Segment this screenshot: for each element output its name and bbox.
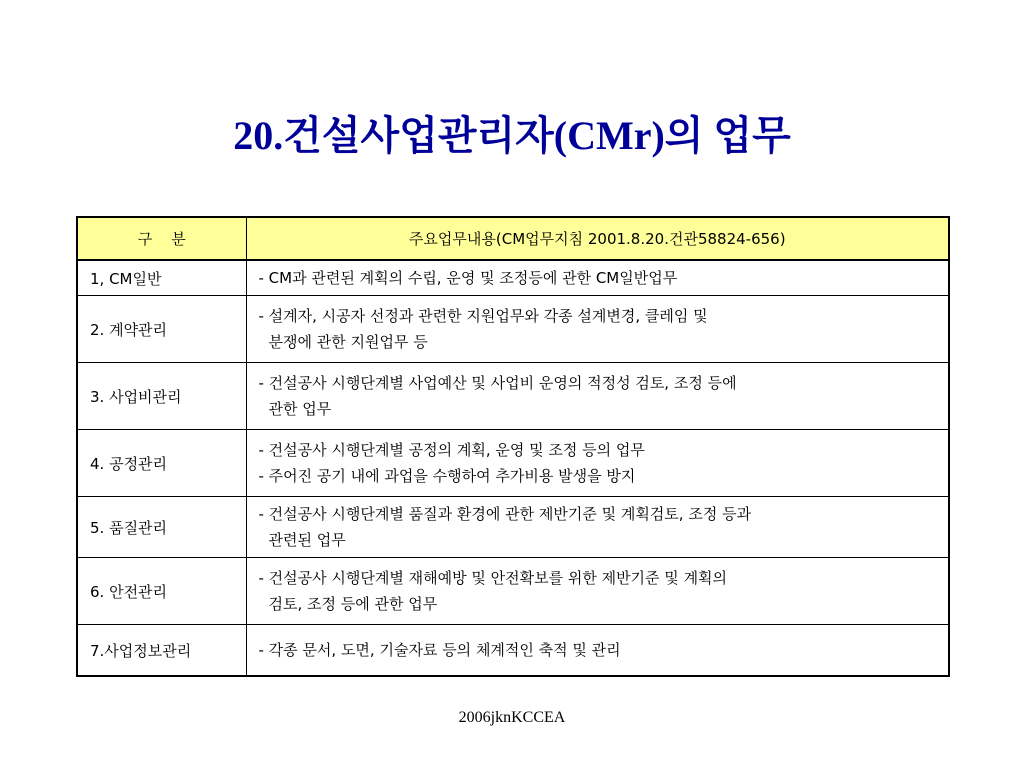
table-row [77,497,949,558]
row-content [246,558,949,625]
table-row [77,296,949,363]
header-category: 구 분 [77,217,246,260]
table-row [77,260,949,296]
content-line: - 건설공사 시행단계별 공정의 계획, 운영 및 조정 등의 업무 [258,441,645,459]
table-row [77,430,949,497]
table-row [77,558,949,625]
content-line: - CM과 관련된 계획의 수립, 운영 및 조정등에 관한 CM일반업무 [258,269,678,287]
content-line: - 각종 문서, 도면, 기술자료 등의 체계적인 축적 및 관리 [258,641,621,659]
duties-table [76,216,950,677]
row-content [246,296,949,363]
row-category: 6. 안전관리 [77,558,246,625]
content-line: - 건설공사 시행단계별 재해예방 및 안전확보를 위한 제반기준 및 계획의 [258,569,728,587]
row-category: 4. 공정관리 [77,430,246,497]
content-line: - 주어진 공기 내에 과업을 수행하여 추가비용 발생을 방지 [258,467,636,485]
content-line: - 건설공사 시행단계별 사업예산 및 사업비 운영의 적정성 검토, 조정 등에 [258,374,737,392]
row-category: 2. 계약관리 [77,296,246,363]
slide-title: 20.건설사업관리자(CMr)의 업무 [233,113,791,158]
content-line: 관련된 업무 [268,531,346,549]
row-category: 7.사업정보관리 [77,625,246,677]
footer-text: 2006jknKCCEA [458,709,566,726]
table-row [77,363,949,430]
row-content [246,363,949,430]
table-header-row [77,217,949,260]
row-category: 5. 품질관리 [77,497,246,558]
row-content [246,260,949,296]
row-content [246,497,949,558]
row-category: 3. 사업비관리 [77,363,246,430]
content-line: 분쟁에 관한 지원업무 등 [268,333,428,351]
content-line: 검토, 조정 등에 관한 업무 [268,595,438,613]
content-line: - 건설공사 시행단계별 품질과 환경에 관한 제반기준 및 계획검토, 조정 등과 [258,505,752,523]
row-content [246,625,949,677]
content-line: - 설계자, 시공자 선정과 관련한 지원업무와 각종 설계변경, 클레임 및 [258,307,708,325]
row-category: 1, CM일반 [77,260,246,296]
table-row [77,625,949,677]
header-content: 주요업무내용(CM업무지침 2001.8.20.건관58824-656) [246,217,949,260]
content-line: 관한 업무 [268,400,332,418]
row-content [246,430,949,497]
